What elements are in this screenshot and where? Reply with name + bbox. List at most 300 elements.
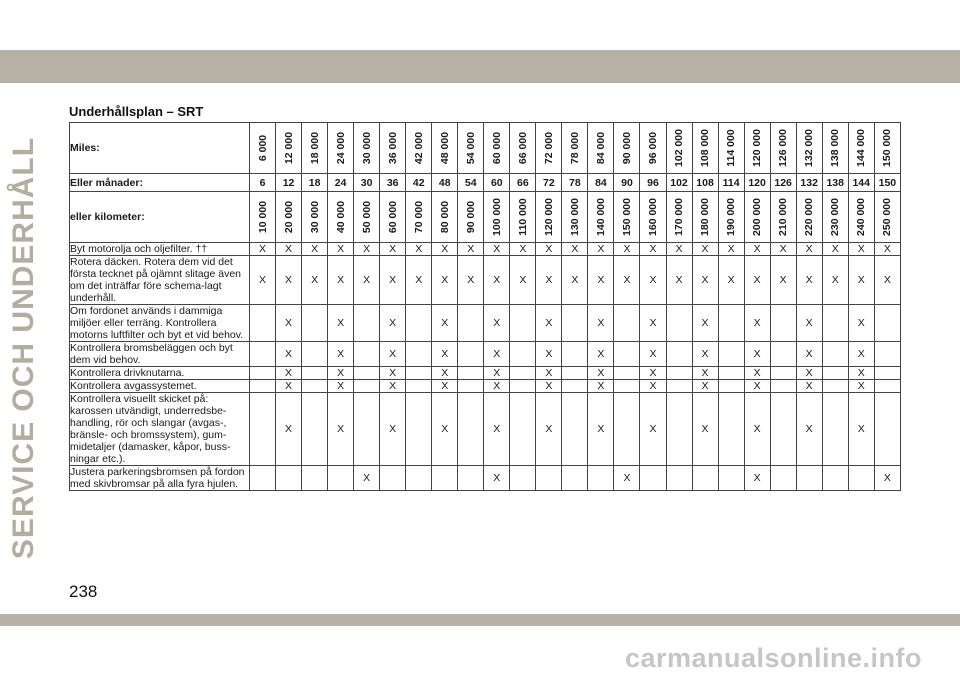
miles-header-row-cell [484,123,510,174]
schedule-mark [406,393,432,466]
watermark-text: carmanualsonline.info [624,643,922,673]
maintenance-schedule-table [69,122,901,491]
miles-header-row-value: 18 000 [308,131,321,165]
schedule-mark [718,380,744,393]
months-header-row-value: 132 [796,174,822,192]
miles-header-row-cell [536,123,562,174]
task-row [70,256,901,305]
schedule-mark: X [744,342,770,367]
miles-header-row-cell [328,123,354,174]
schedule-mark: X [536,243,562,256]
task-label: Om fordonet används i dammiga miljöer eller terräng. Kontrollera motorns luftfilter och byt et vid behov. [70,305,250,342]
miles-header-row-value: 72 000 [542,131,555,165]
months-header-row-value: 60 [484,174,510,192]
km-header-row-cell [770,192,796,243]
miles-header-row-value: 66 000 [516,131,529,165]
schedule-mark: X [302,243,328,256]
schedule-mark [458,342,484,367]
miles-header-row-cell [380,123,406,174]
schedule-mark: X [796,305,822,342]
schedule-mark: X [796,256,822,305]
schedule-mark [614,393,640,466]
schedule-mark [666,305,692,342]
task-row [70,243,901,256]
miles-header-row-value: 132 000 [803,129,816,167]
schedule-mark: X [770,243,796,256]
km-header-row-label: eller kilometer: [70,192,250,243]
schedule-mark: X [328,367,354,380]
schedule-mark: X [380,243,406,256]
schedule-mark: X [380,393,406,466]
km-header-row-cell [354,192,380,243]
schedule-mark [874,367,900,380]
miles-header-row [70,123,901,174]
miles-header-row-value: 90 000 [620,131,633,165]
schedule-mark [302,342,328,367]
schedule-mark: X [432,393,458,466]
miles-header-row-cell [458,123,484,174]
miles-header-row-value: 144 000 [855,129,868,167]
km-header-row-cell [276,192,302,243]
km-header-row-cell [458,192,484,243]
schedule-mark: X [588,393,614,466]
km-header-row-value: 250 000 [881,198,894,236]
schedule-mark [874,393,900,466]
schedule-mark: X [692,367,718,380]
schedule-mark: X [484,243,510,256]
miles-header-row-cell [432,123,458,174]
schedule-mark: X [276,342,302,367]
schedule-mark: X [640,256,666,305]
schedule-mark: X [640,342,666,367]
schedule-mark: X [796,367,822,380]
task-row [70,393,901,466]
months-header-row-value: 24 [328,174,354,192]
schedule-mark: X [874,256,900,305]
schedule-mark [406,367,432,380]
schedule-mark: X [250,243,276,256]
miles-header-row-cell [354,123,380,174]
task-row [70,367,901,380]
schedule-mark: X [614,243,640,256]
schedule-mark: X [458,256,484,305]
miles-header-row-value: 60 000 [490,131,503,165]
km-header-row-cell [874,192,900,243]
miles-header-row-label: Miles: [70,123,250,174]
schedule-mark: X [640,380,666,393]
footer-bar [0,614,960,626]
schedule-mark [302,367,328,380]
schedule-mark: X [328,380,354,393]
months-header-row-value: 150 [874,174,900,192]
schedule-mark [458,380,484,393]
months-header-row-value: 36 [380,174,406,192]
miles-header-row-value: 48 000 [438,131,451,165]
schedule-mark: X [640,243,666,256]
schedule-mark [250,393,276,466]
schedule-mark [666,466,692,491]
task-label: Kontrollera visuellt skicket på: karossen utvändigt, underredsbe-handling, rör och slangar (avgas-, bränsle- och bromssystem), gum-midetaljer (damasker, kåpor, buss-ningar etc.). [70,393,250,466]
schedule-mark: X [588,305,614,342]
schedule-mark: X [770,256,796,305]
miles-header-row-cell [250,123,276,174]
schedule-mark: X [536,256,562,305]
miles-header-row-cell [718,123,744,174]
schedule-mark [510,380,536,393]
schedule-mark [536,466,562,491]
miles-header-row-cell [276,123,302,174]
schedule-mark: X [354,243,380,256]
schedule-mark [562,367,588,380]
schedule-mark: X [718,256,744,305]
km-header-row-value: 60 000 [386,200,399,234]
schedule-mark [406,305,432,342]
schedule-mark [562,342,588,367]
miles-header-row-cell [796,123,822,174]
km-header-row-cell [640,192,666,243]
schedule-mark: X [536,342,562,367]
schedule-mark: X [302,256,328,305]
task-label: Kontrollera avgassystemet. [70,380,250,393]
schedule-mark: X [484,367,510,380]
miles-header-row-cell [770,123,796,174]
schedule-mark [250,305,276,342]
schedule-mark: X [640,367,666,380]
miles-header-row-cell [744,123,770,174]
miles-header-row-value: 42 000 [412,131,425,165]
schedule-mark: X [848,243,874,256]
schedule-mark: X [874,243,900,256]
months-header-row-value: 102 [666,174,692,192]
schedule-mark [302,466,328,491]
schedule-mark: X [588,367,614,380]
schedule-mark [614,342,640,367]
km-header-row-value: 70 000 [412,200,425,234]
km-header-row-value: 150 000 [620,198,633,236]
months-header-row-value: 6 [250,174,276,192]
months-header-row-value: 66 [510,174,536,192]
schedule-mark: X [380,367,406,380]
km-header-row-cell [848,192,874,243]
schedule-mark: X [484,393,510,466]
schedule-mark: X [848,305,874,342]
months-header-row-value: 96 [640,174,666,192]
section-side-title: SERVICE OCH UNDERHÅLL [7,136,40,560]
schedule-mark: X [276,256,302,305]
schedule-mark: X [432,342,458,367]
schedule-mark [848,466,874,491]
miles-header-row-value: 54 000 [464,131,477,165]
months-header-row-value: 84 [588,174,614,192]
schedule-mark: X [848,367,874,380]
schedule-mark [510,393,536,466]
months-header-row-value: 12 [276,174,302,192]
schedule-mark [458,305,484,342]
schedule-mark [380,466,406,491]
schedule-mark: X [744,243,770,256]
schedule-mark [822,393,848,466]
schedule-mark [354,305,380,342]
schedule-mark [718,305,744,342]
months-header-row-value: 114 [718,174,744,192]
schedule-mark: X [640,305,666,342]
miles-header-row-value: 150 000 [881,129,894,167]
schedule-mark: X [692,393,718,466]
schedule-mark: X [588,256,614,305]
schedule-mark: X [250,256,276,305]
miles-header-row-value: 96 000 [646,131,659,165]
months-header-row-value: 90 [614,174,640,192]
km-header-row-value: 90 000 [464,200,477,234]
schedule-mark [406,342,432,367]
km-header-row-value: 80 000 [438,200,451,234]
months-header-row-value: 126 [770,174,796,192]
task-label: Byt motorolja och oljefilter. †† [70,243,250,256]
km-header-row-value: 120 000 [542,198,555,236]
schedule-mark: X [744,367,770,380]
km-header-row-cell [692,192,718,243]
schedule-mark: X [406,256,432,305]
schedule-mark: X [380,380,406,393]
miles-header-row-cell [822,123,848,174]
schedule-mark [328,466,354,491]
schedule-mark [822,342,848,367]
months-header-row [70,174,901,192]
miles-header-row-value: 30 000 [360,131,373,165]
schedule-mark [406,380,432,393]
schedule-mark: X [588,342,614,367]
schedule-mark [302,380,328,393]
miles-header-row-cell [302,123,328,174]
schedule-mark [770,393,796,466]
schedule-mark: X [432,305,458,342]
miles-header-row-value: 78 000 [568,131,581,165]
months-header-row-value: 72 [536,174,562,192]
schedule-mark [666,367,692,380]
months-header-row-value: 108 [692,174,718,192]
schedule-mark [666,380,692,393]
km-header-row-cell [744,192,770,243]
km-header-row-cell [796,192,822,243]
schedule-mark: X [666,243,692,256]
task-label: Rotera däcken. Rotera dem vid det första tecknet på ojämnt slitage även om det inträffar före schema-lagt underhåll. [70,256,250,305]
km-header-row-cell [666,192,692,243]
schedule-mark: X [822,243,848,256]
schedule-mark [250,380,276,393]
km-header-row-value: 170 000 [673,198,686,236]
schedule-mark [354,380,380,393]
schedule-mark: X [744,256,770,305]
schedule-mark [588,466,614,491]
schedule-mark: X [848,342,874,367]
km-header-row-cell [562,192,588,243]
miles-header-row-cell [640,123,666,174]
schedule-mark [562,393,588,466]
schedule-mark [770,305,796,342]
months-header-row-value: 120 [744,174,770,192]
miles-header-row-value: 24 000 [334,131,347,165]
schedule-mark: X [848,256,874,305]
km-header-row-cell [432,192,458,243]
task-row [70,305,901,342]
schedule-mark: X [458,243,484,256]
schedule-mark: X [744,393,770,466]
schedule-mark: X [822,256,848,305]
km-header-row-value: 10 000 [256,200,269,234]
task-label: Kontrollera drivknutarna. [70,367,250,380]
schedule-mark: X [354,256,380,305]
schedule-mark [458,466,484,491]
schedule-mark [822,367,848,380]
schedule-mark [666,393,692,466]
schedule-mark [822,380,848,393]
schedule-mark [770,380,796,393]
schedule-mark: X [276,243,302,256]
schedule-mark: X [640,393,666,466]
km-header-row-value: 220 000 [803,198,816,236]
schedule-mark: X [484,256,510,305]
schedule-mark: X [848,393,874,466]
schedule-mark [718,466,744,491]
km-header-row-cell [250,192,276,243]
miles-header-row-value: 84 000 [594,131,607,165]
miles-header-row-cell [510,123,536,174]
schedule-mark: X [536,393,562,466]
miles-header-row-value: 126 000 [777,129,790,167]
schedule-mark [510,367,536,380]
schedule-mark: X [484,380,510,393]
schedule-mark: X [588,243,614,256]
km-header-row-cell [718,192,744,243]
schedule-mark [640,466,666,491]
miles-header-row-value: 36 000 [386,131,399,165]
km-header-row-value: 40 000 [334,200,347,234]
schedule-mark [718,342,744,367]
page-number: 238 [69,582,98,601]
schedule-mark: X [484,466,510,491]
schedule-mark: X [796,380,822,393]
schedule-mark: X [328,342,354,367]
km-header-row-value: 230 000 [829,198,842,236]
schedule-mark [406,466,432,491]
schedule-mark: X [562,243,588,256]
months-header-row-label: Eller månader: [70,174,250,192]
schedule-mark: X [380,305,406,342]
task-row [70,342,901,367]
schedule-mark [718,393,744,466]
schedule-mark [458,367,484,380]
schedule-mark: X [848,380,874,393]
months-header-row-value: 42 [406,174,432,192]
schedule-mark [510,305,536,342]
schedule-mark: X [328,243,354,256]
schedule-mark: X [744,380,770,393]
schedule-mark [510,466,536,491]
schedule-mark: X [484,305,510,342]
schedule-mark: X [380,256,406,305]
months-header-row-value: 30 [354,174,380,192]
miles-header-row-value: 114 000 [725,129,738,167]
schedule-mark: X [536,367,562,380]
schedule-mark [250,466,276,491]
schedule-mark [562,380,588,393]
miles-header-row-cell [692,123,718,174]
schedule-mark: X [692,380,718,393]
miles-header-row-cell [666,123,692,174]
km-header-row [70,192,901,243]
schedule-mark [614,380,640,393]
months-header-row-value: 138 [822,174,848,192]
miles-header-row-value: 108 000 [699,129,712,167]
schedule-mark: X [276,380,302,393]
schedule-mark [510,342,536,367]
schedule-mark: X [432,367,458,380]
miles-header-row-cell [874,123,900,174]
months-header-row-value: 54 [458,174,484,192]
km-header-row-cell [588,192,614,243]
km-header-row-value: 160 000 [646,198,659,236]
schedule-mark [770,367,796,380]
schedule-mark: X [562,256,588,305]
km-header-row-cell [614,192,640,243]
km-header-row-value: 130 000 [568,198,581,236]
km-header-row-cell [328,192,354,243]
schedule-mark [276,466,302,491]
schedule-mark [614,305,640,342]
miles-header-row-cell [848,123,874,174]
schedule-mark [458,393,484,466]
schedule-mark: X [276,305,302,342]
schedule-mark: X [510,256,536,305]
miles-header-row-value: 120 000 [751,129,764,167]
schedule-mark: X [614,466,640,491]
schedule-mark: X [796,393,822,466]
schedule-mark: X [692,342,718,367]
schedule-mark: X [276,367,302,380]
schedule-mark [666,342,692,367]
schedule-mark: X [692,305,718,342]
task-row [70,466,901,491]
miles-header-row-value: 6 000 [256,134,269,162]
miles-header-row-value: 138 000 [829,129,842,167]
schedule-mark [822,466,848,491]
km-header-row-value: 140 000 [594,198,607,236]
task-row [70,380,901,393]
task-label: Kontrollera bromsbeläggen och byt dem vid behov. [70,342,250,367]
schedule-mark [562,305,588,342]
header-bar [0,50,960,83]
schedule-mark [692,466,718,491]
miles-header-row-value: 102 000 [673,129,686,167]
schedule-mark: X [744,466,770,491]
schedule-mark: X [328,305,354,342]
km-header-row-cell [822,192,848,243]
schedule-mark: X [328,393,354,466]
months-header-row-value: 144 [848,174,874,192]
months-header-row-value: 48 [432,174,458,192]
schedule-mark: X [432,380,458,393]
miles-header-row-cell [614,123,640,174]
schedule-mark: X [432,256,458,305]
km-header-row-value: 30 000 [308,200,321,234]
schedule-mark: X [588,380,614,393]
schedule-mark [874,380,900,393]
schedule-mark: X [666,256,692,305]
schedule-mark [874,305,900,342]
miles-header-row-cell [588,123,614,174]
km-header-row-value: 20 000 [282,200,295,234]
schedule-mark [432,466,458,491]
